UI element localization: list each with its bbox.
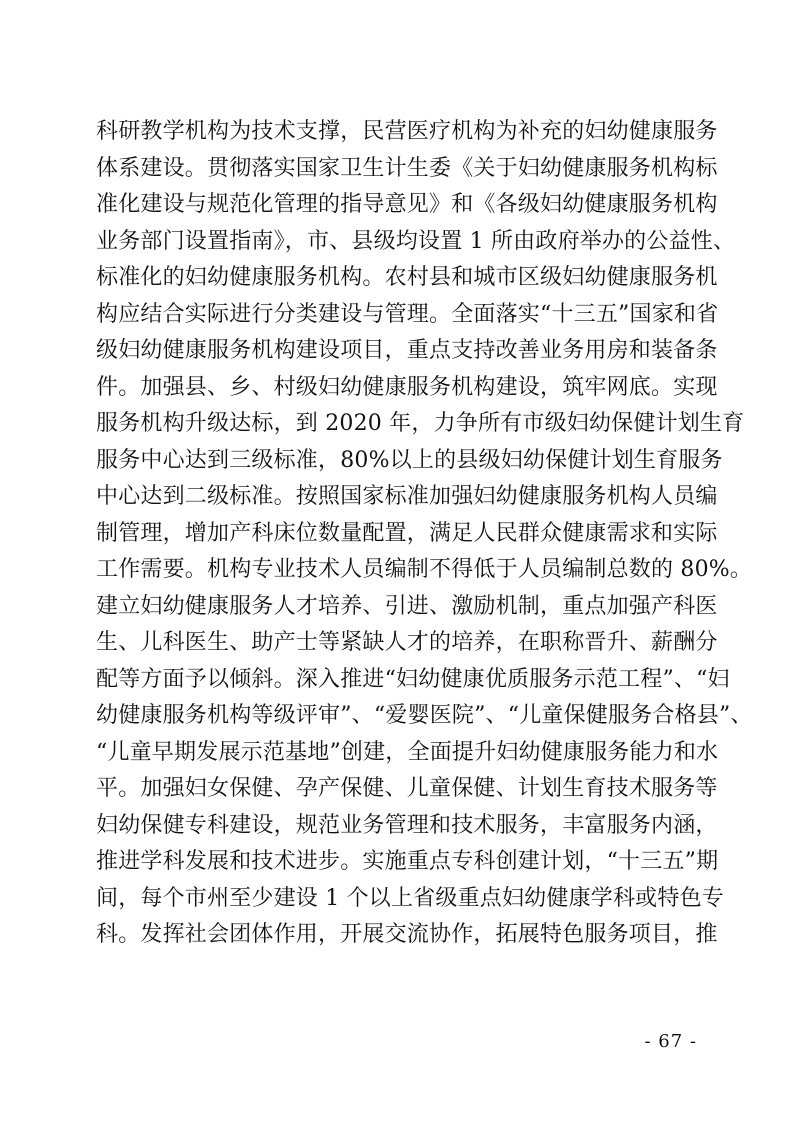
text-line: 标准化的妇幼健康服务机构。农村县和城市区级妇幼健康服务机: [96, 265, 718, 290]
text-line: 服务机构升级达标，到 2020 年，力争所有市级妇幼保健计划生育: [96, 411, 745, 436]
text-line: “儿童早期发展示范基地”创建，全面提升妇幼健康服务能力和水: [96, 739, 719, 765]
text-line: 件。加强县、乡、村级妇幼健康服务机构建设，筑牢网底。实现: [96, 374, 718, 400]
page-number: - 67 -: [644, 1031, 697, 1052]
text-line: 业务部门设置指南》，市、县级均设置 1 所由政府举办的公益性、: [96, 228, 736, 254]
text-line: 妇幼保健专科建设，规范业务管理和技术服务，丰富服务内涵，: [96, 812, 718, 838]
text-line: 服务中心达到三级标准，80%以上的县级妇幼保健计划生育服务: [96, 447, 723, 473]
text-line: 科。发挥社会团体作用，开展交流协作，拓展特色服务项目，推: [96, 922, 718, 947]
text-line: 工作需要。机构专业技术人员编制不得低于人员编制总数的 80%。: [96, 557, 753, 582]
text-line: 科研教学机构为技术支撑，民营医疗机构为补充的妇幼健康服务: [96, 119, 718, 144]
text-line: 中心达到二级标准。按照国家标准加强妇幼健康服务机构人员编: [96, 484, 718, 509]
text-line: 生、儿科医生、助产士等紧缺人才的培养，在职称晋升、薪酬分: [96, 630, 718, 655]
text-line: 体系建设。贯彻落实国家卫生计生委《关于妇幼健康服务机构标: [96, 155, 718, 181]
body-text: [96, 114, 753, 954]
text-line: 推进学科发展和技术进步。实施重点专科创建计划，“十三五”期: [96, 849, 719, 874]
text-line: 级妇幼健康服务机构建设项目，重点支持改善业务用房和装备条: [96, 338, 718, 363]
text-line: 平。加强妇女保健、孕产保健、儿童保健、计划生育技术服务等: [96, 776, 718, 801]
text-line: 幼健康服务机构等级评审”、“爱婴医院”、“儿童保健服务合格县”、: [96, 703, 753, 728]
text-line: 构应结合实际进行分类建设与管理。全面落实“十三五”国家和省: [96, 301, 719, 327]
text-line: 配等方面予以倾斜。深入推进“妇幼健康优质服务示范工程”、“妇: [96, 666, 730, 692]
text-line: 建立妇幼健康服务人才培养、引进、激励机制，重点加强产科医: [96, 593, 718, 619]
text-line: 制管理，增加产科床位数量配置，满足人民群众健康需求和实际: [96, 520, 718, 546]
text-line: 间，每个市州至少建设 1 个以上省级重点妇幼健康学科或特色专: [96, 885, 724, 911]
text-line: 准化建设与规范化管理的指导意见》和《各级妇幼健康服务机构: [96, 192, 718, 217]
